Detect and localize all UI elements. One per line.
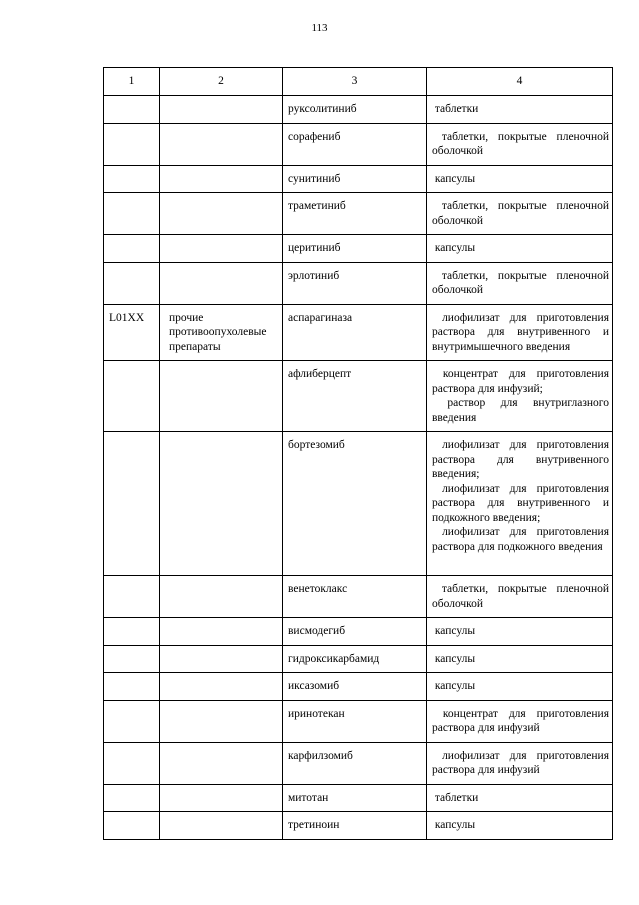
- atc-code-cell-text: [104, 618, 159, 630]
- drug-name-cell: [283, 645, 427, 673]
- column-header-4: 4: [427, 68, 613, 96]
- drug-name-cell: [283, 123, 427, 165]
- drug-name-cell-text: иринотекан: [288, 707, 345, 720]
- group-name-cell: [160, 123, 283, 165]
- dosage-form-cell: [427, 576, 613, 618]
- group-name-cell-text: прочие противоопухолевые препараты: [169, 311, 267, 353]
- table-row: [104, 96, 613, 124]
- group-name-cell-text: [160, 785, 282, 797]
- dosage-form-line: таблетки, покрытые пленочной оболочкой: [432, 583, 610, 610]
- table-row: [104, 262, 613, 304]
- column-header-3: 3: [283, 68, 427, 96]
- group-name-cell: [160, 361, 283, 432]
- group-name-cell-text: [160, 673, 282, 685]
- group-name-cell-text: [160, 618, 282, 630]
- column-header-2: 2: [160, 68, 283, 96]
- drug-name-cell: [283, 700, 427, 742]
- drug-name-cell-text: венетоклакс: [288, 583, 348, 595]
- dosage-form-line: таблетки: [434, 791, 479, 804]
- group-name-cell: [160, 193, 283, 235]
- atc-code-cell: [104, 576, 160, 618]
- table-row: [104, 645, 613, 673]
- atc-code-cell: [104, 304, 160, 361]
- dosage-form-line: таблетки, покрытые пленочной оболочкой: [432, 200, 610, 227]
- table-row: [104, 812, 613, 840]
- dosage-form-line: капсулы: [434, 680, 476, 692]
- table-row: [104, 618, 613, 646]
- atc-code-cell-text: [104, 743, 159, 755]
- group-name-cell: [160, 742, 283, 784]
- drug-name-cell-text: бортезомиб: [288, 439, 345, 451]
- drug-name-cell-text: траметиниб: [288, 200, 346, 212]
- group-name-cell-text: [160, 96, 282, 108]
- dosage-form-line: концентрат для приготовления раствора для инфузий: [432, 707, 609, 734]
- atc-code-cell-text: [104, 235, 159, 247]
- group-name-cell-text: [160, 361, 282, 373]
- atc-code-cell-text: [104, 646, 159, 658]
- drug-name-cell: [283, 742, 427, 784]
- table-row: [104, 165, 613, 193]
- atc-code-cell-text: [104, 576, 159, 588]
- dosage-form-cell: [427, 193, 613, 235]
- dosage-form-line: капсулы: [434, 172, 476, 185]
- drug-name-cell-text: гидроксикарбамид: [288, 652, 380, 665]
- drug-name-cell: [283, 193, 427, 235]
- drug-name-cell-text: аспарагиназа: [288, 311, 353, 324]
- group-name-cell: [160, 432, 283, 576]
- drug-name-cell: [283, 165, 427, 193]
- drug-name-cell: [283, 784, 427, 812]
- group-name-cell-text: [160, 432, 282, 444]
- dosage-form-line: концентрат для приготовления раствора для инфузий;: [432, 368, 609, 395]
- group-name-cell: [160, 304, 283, 361]
- group-name-cell: [160, 618, 283, 646]
- group-name-cell: [160, 165, 283, 193]
- table-row: [104, 193, 613, 235]
- drug-name-cell: [283, 96, 427, 124]
- dosage-form-cell: [427, 235, 613, 263]
- drug-name-cell-text: митотан: [288, 791, 329, 804]
- drug-name-cell-text: висмодегиб: [288, 625, 346, 637]
- dosage-form-cell: [427, 784, 613, 812]
- atc-code-cell: [104, 361, 160, 432]
- atc-code-cell: [104, 784, 160, 812]
- atc-code-cell-text: [104, 673, 159, 685]
- table-header-row: [104, 68, 613, 96]
- atc-code-cell: [104, 618, 160, 646]
- atc-code-cell: [104, 123, 160, 165]
- dosage-form-cell: [427, 742, 613, 784]
- drug-name-cell: [283, 235, 427, 263]
- atc-code-cell-text: [104, 785, 159, 797]
- atc-code-cell: [104, 700, 160, 742]
- group-name-cell-text: [160, 576, 282, 588]
- atc-code-cell-text: [104, 701, 159, 713]
- dosage-form-line: лиофилизат для приготовления раствора для внутривенного и внутримышечного введения: [432, 311, 610, 353]
- drug-name-cell-text: сорафениб: [288, 130, 341, 143]
- dosage-form-line: таблетки, покрытые пленочной оболочкой: [432, 130, 610, 157]
- drug-name-cell: [283, 812, 427, 840]
- dosage-form-line: лиофилизат для приготовления раствора для инфузий: [432, 749, 610, 776]
- atc-code-cell: [104, 96, 160, 124]
- drug-name-cell: [283, 432, 427, 576]
- drug-name-cell: [283, 618, 427, 646]
- group-name-cell-text: [160, 193, 282, 205]
- table-row: [104, 742, 613, 784]
- atc-code-cell-text: [104, 263, 159, 275]
- atc-code-cell-text: [104, 812, 159, 824]
- group-name-cell: [160, 812, 283, 840]
- column-header-1: 1: [104, 68, 160, 96]
- group-name-cell-text: [160, 166, 282, 178]
- drug-name-cell-text: руксолитиниб: [288, 103, 357, 115]
- group-name-cell-text: [160, 646, 282, 658]
- group-name-cell-text: [160, 124, 282, 136]
- atc-code-cell-text: [104, 432, 159, 444]
- drug-name-cell-text: карфилзомиб: [288, 749, 353, 762]
- table-row: [104, 361, 613, 432]
- group-name-cell: [160, 673, 283, 701]
- group-name-cell: [160, 700, 283, 742]
- group-name-cell: [160, 235, 283, 263]
- table-row: [104, 673, 613, 701]
- dosage-form-line: капсулы: [434, 625, 476, 637]
- table-row: [104, 432, 613, 576]
- group-name-cell-text: [160, 235, 282, 247]
- atc-code-cell: [104, 193, 160, 235]
- page-number: 113: [311, 22, 328, 34]
- atc-code-cell-text: [104, 361, 159, 373]
- dosage-form-cell: [427, 123, 613, 165]
- atc-code-cell-text: [104, 96, 159, 108]
- group-name-cell: [160, 96, 283, 124]
- drug-name-cell-text: церитиниб: [288, 242, 341, 254]
- dosage-form-cell: [427, 432, 613, 576]
- group-name-cell-text: [160, 743, 282, 755]
- group-name-cell-text: [160, 701, 282, 713]
- dosage-form-cell: [427, 165, 613, 193]
- dosage-form-line: капсулы: [434, 819, 476, 831]
- drug-name-cell-text: афлиберцепт: [288, 368, 352, 380]
- dosage-form-cell: [427, 262, 613, 304]
- atc-code-cell: [104, 812, 160, 840]
- atc-code-cell: [104, 645, 160, 673]
- dosage-form-cell: [427, 304, 613, 361]
- drug-name-cell: [283, 361, 427, 432]
- dosage-form-cell: [427, 812, 613, 840]
- atc-code-cell-text: [104, 166, 159, 178]
- drug-name-cell: [283, 304, 427, 361]
- table-row: [104, 784, 613, 812]
- atc-code-cell-text: L01XX: [109, 311, 145, 324]
- dosage-form-cell: [427, 645, 613, 673]
- dosage-form-line: лиофилизат для приготовления раствора для внутривенного введения;: [432, 439, 610, 480]
- drug-name-cell-text: иксазомиб: [288, 680, 340, 692]
- group-name-cell-text: [160, 263, 282, 275]
- drug-name-cell: [283, 576, 427, 618]
- dosage-form-cell: [427, 700, 613, 742]
- group-name-cell-text: [160, 812, 282, 824]
- group-name-cell: [160, 645, 283, 673]
- drug-name-cell: [283, 262, 427, 304]
- atc-code-cell: [104, 432, 160, 576]
- drug-name-cell-text: третиноин: [288, 819, 340, 831]
- dosage-form-line: капсулы: [434, 242, 476, 254]
- dosage-form-cell: [427, 96, 613, 124]
- drug-table: [103, 67, 613, 840]
- atc-code-cell: [104, 673, 160, 701]
- dosage-form-line: раствор для внутриглазного введения: [432, 397, 609, 424]
- atc-code-cell: [104, 165, 160, 193]
- dosage-form-line: лиофилизат для приготовления раствора для подкожного введения: [432, 526, 610, 553]
- table-row: [104, 235, 613, 263]
- dosage-form-cell: [427, 673, 613, 701]
- group-name-cell: [160, 784, 283, 812]
- atc-code-cell: [104, 235, 160, 263]
- drug-name-cell-text: сунитиниб: [288, 172, 341, 185]
- dosage-form-line: таблетки, покрытые пленочной оболочкой: [432, 269, 610, 296]
- table-row: [104, 576, 613, 618]
- table-body: [104, 96, 613, 840]
- dosage-form-line: капсулы: [434, 652, 476, 665]
- atc-code-cell: [104, 742, 160, 784]
- table-row: [104, 700, 613, 742]
- table-row: [104, 304, 613, 361]
- group-name-cell: [160, 262, 283, 304]
- drug-name-cell-text: эрлотиниб: [288, 269, 340, 282]
- group-name-cell: [160, 576, 283, 618]
- dosage-form-line: лиофилизат для приготовления раствора для внутривенного и подкожного введения;: [432, 482, 610, 524]
- table-row: [104, 123, 613, 165]
- drug-name-cell: [283, 673, 427, 701]
- dosage-form-cell: [427, 361, 613, 432]
- dosage-form-cell: [427, 618, 613, 646]
- atc-code-cell: [104, 262, 160, 304]
- dosage-form-line: таблетки: [434, 103, 479, 115]
- atc-code-cell-text: [104, 193, 159, 205]
- atc-code-cell-text: [104, 124, 159, 136]
